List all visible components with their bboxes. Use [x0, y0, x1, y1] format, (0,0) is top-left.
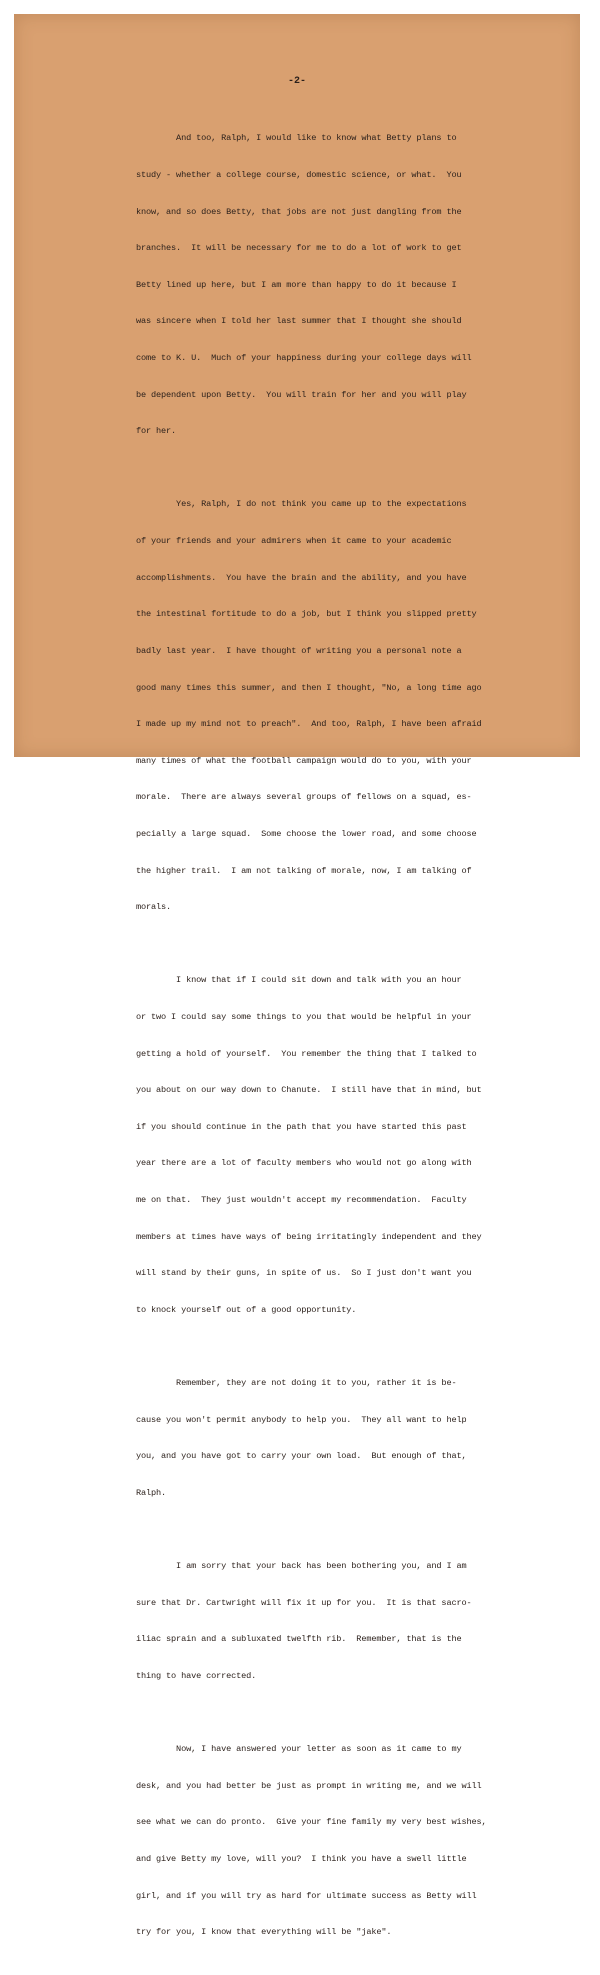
text-line: sure that Dr. Cartwright will fix it up for you. It is that sacro-: [136, 1597, 472, 1608]
text-line: or two I could say some things to you that would be helpful in your: [136, 1012, 472, 1022]
text-line: morals.: [136, 902, 172, 913]
text-line: of your friends and your admirers when it came to your academic: [136, 536, 452, 547]
paragraph: [136, 950, 546, 1341]
text-line: getting a hold of yourself. You remember the thing that I talked to: [136, 1048, 477, 1059]
text-line: be dependent upon Betty. You will train for her and you will play: [136, 389, 467, 400]
text-line: and give Betty my love, will you? I think you have a swell little: [136, 1853, 467, 1864]
text-line: for her.: [136, 426, 177, 437]
text-line: badly last year. I have thought of writing you a personal note a: [136, 645, 462, 656]
text-line: study - whether a college course, domestic science, or what. You: [136, 170, 462, 181]
text-line: Yes, Ralph, I do not think you came up to the expectations: [136, 499, 467, 510]
text-line: I made up my mind not to preach". And too, Ralph, I have been afraid: [136, 719, 482, 730]
text-line: you, and you have got to carry your own load. But enough of that,: [136, 1451, 467, 1462]
letter-page: [14, 14, 580, 1938]
text-line: desk, and you had better be just as prompt in writing me, and we will: [136, 1780, 482, 1791]
text-line: the intestinal fortitude to do a job, but I think you slipped pretty: [136, 609, 477, 620]
text-line: members at times have ways of being irritatingly independent and they: [136, 1231, 482, 1242]
page-number: -2-: [287, 76, 306, 87]
text-line: morale. There are always several groups of fellows on a squad, es-: [136, 792, 472, 803]
text-line: come to K. U. Much of your happiness during your college days will: [136, 353, 472, 364]
paragraph: [136, 108, 546, 462]
text-line: Betty lined up here, but I am more than happy to do it because I: [136, 279, 457, 290]
text-line: And too, Ralph, I would like to know what Betty plans to: [136, 133, 457, 144]
text-line: know, and so does Betty, that jobs are not just dangling from the: [136, 206, 462, 217]
letter-body: [136, 108, 546, 1975]
text-line: thing to have corrected.: [136, 1670, 257, 1681]
text-line: branches. It will be necessary for me to do a lot of work to get: [136, 243, 462, 254]
text-line: accomplishments. You have the brain and the ability, and you have: [136, 572, 467, 583]
text-line: Now, I have answered your letter as soon as it came to my: [136, 1744, 462, 1755]
paragraph: [136, 1353, 546, 1524]
text-line: many times of what the football campaign would do to you, with your: [136, 755, 472, 766]
text-line: girl, and if you will try as hard for ultimate success as Betty will: [136, 1890, 477, 1901]
text-line: was sincere when I told her last summer that I thought she should: [136, 316, 462, 327]
text-line: Remember, they are not doing it to you, rather it is be-: [136, 1378, 457, 1389]
text-line: iliac sprain and a subluxated twelfth rib. Remember, that is the: [136, 1634, 462, 1645]
text-line: year there are a lot of faculty members who would not go along with: [136, 1158, 472, 1169]
text-line: try for you, I know that everything will be "jake".: [136, 1927, 392, 1938]
text-line: good many times this summer, and then I thought, "No, a long time ago: [136, 682, 482, 693]
text-line: you about on our way down to Chanute. I still have that in mind, but: [136, 1085, 482, 1096]
text-line: to knock yourself out of a good opportunity.: [136, 1304, 357, 1315]
text-line: see what we can do pronto. Give your fine family my very best wishes,: [136, 1817, 487, 1828]
text-line: I am sorry that your back has been bothering you, and I am: [136, 1561, 467, 1572]
paragraph: [136, 474, 546, 938]
text-line: pecially a large squad. Some choose the lower road, and some choose: [136, 828, 477, 839]
text-line: Ralph.: [136, 1487, 167, 1498]
text-line: if you should continue in the path that you have started this past: [136, 1121, 467, 1132]
paragraph: [136, 1536, 546, 1707]
text-line: I know that if I could sit down and talk with you an hour: [136, 975, 462, 986]
text-line: the higher trail. I am not talking of morale, now, I am talking of: [136, 865, 472, 876]
text-line: me on that. They just wouldn't accept my recommendation. Faculty: [136, 1195, 467, 1206]
text-line: will stand by their guns, in spite of us. So I just don't want you: [136, 1268, 472, 1279]
text-line: cause you won't permit anybody to help you. They all want to help: [136, 1414, 467, 1425]
paragraph: [136, 1719, 546, 1963]
